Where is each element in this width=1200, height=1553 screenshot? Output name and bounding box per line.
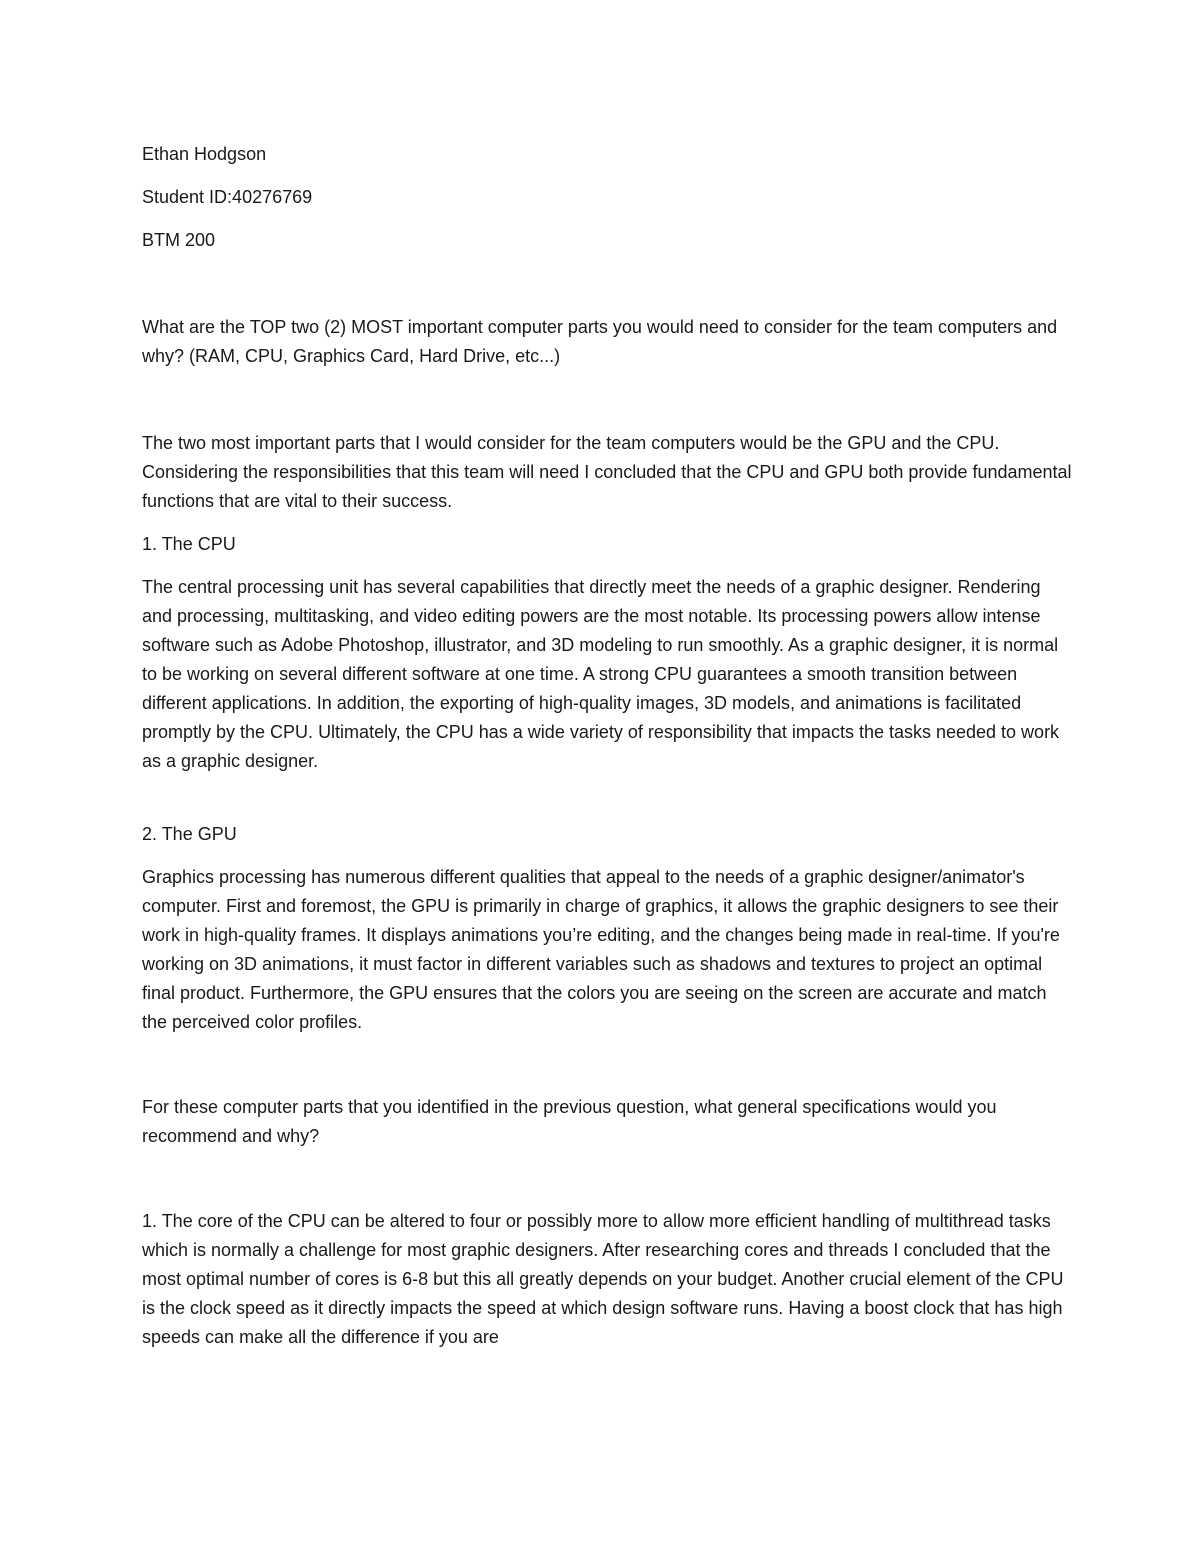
author-name: Ethan Hodgson [142, 144, 267, 164]
answer-2-item-1: 1. The core of the CPU can be altered to four or possibly more to allow more efficient handling of multithread tasks which is normally a challenge for most graphic designers. After researching cores and threads I concluded that the most optimal number of cores is 6-8 but this all greatly depends on your budget. Another crucial element of the CPU is the clock speed as it directly impacts the speed at which design software runs. Having a boost clock that has high speeds can make all the difference if you are [142, 1211, 1064, 1347]
course-code: BTM 200 [142, 230, 216, 250]
gpu-paragraph: Graphics processing has numerous different qualities that appeal to the needs of a graphic designer/animator's computer. First and foremost, the GPU is primarily in charge of graphics, it allows the graphic designers to see their work in high-quality frames. It displays animations you’re editing, and the changes being made in real-time. If you're working on 3D animations, it must factor in different variables such as shadows and textures to project an optimal final product. Furthermore, the GPU ensures that the colors you are seeing on the screen are accurate and match the perceived color profiles. [142, 867, 1060, 1032]
intro-paragraph: The two most important parts that I would consider for the team computers would be the GPU and the CPU. Considering the responsibilities that this team will need I concluded that the CPU and GPU both provide fundamental functions that are vital to their success. [142, 433, 1072, 511]
student-id: Student ID:40276769 [142, 187, 313, 207]
document-body [142, 140, 1072, 1352]
cpu-paragraph: The central processing unit has several capabilities that directly meet the needs of a graphic designer. Rendering and processing, multitasking, and video editing powers are the most notable. Its processing powers allow intense software such as Adobe Photoshop, illustrator, and 3D modeling to run smoothly. As a graphic designer, it is normal to be working on several different software at one time. A strong CPU guarantees a smooth transition between different applications. In addition, the exporting of high-quality images, 3D models, and animations is facilitated promptly by the CPU. Ultimately, the CPU has a wide variety of responsibility that impacts the tasks needed to work as a graphic designer. [142, 577, 1060, 771]
question-2: For these computer parts that you identified in the previous question, what general specifications would you recommend and why? [142, 1097, 997, 1146]
question-1: What are the TOP two (2) MOST important computer parts you would need to consider for the team computers and why? (RAM, CPU, Graphics Card, Hard Drive, etc...) [142, 317, 1058, 366]
cpu-heading: 1. The CPU [142, 534, 236, 554]
gpu-heading: 2. The GPU [142, 824, 237, 844]
